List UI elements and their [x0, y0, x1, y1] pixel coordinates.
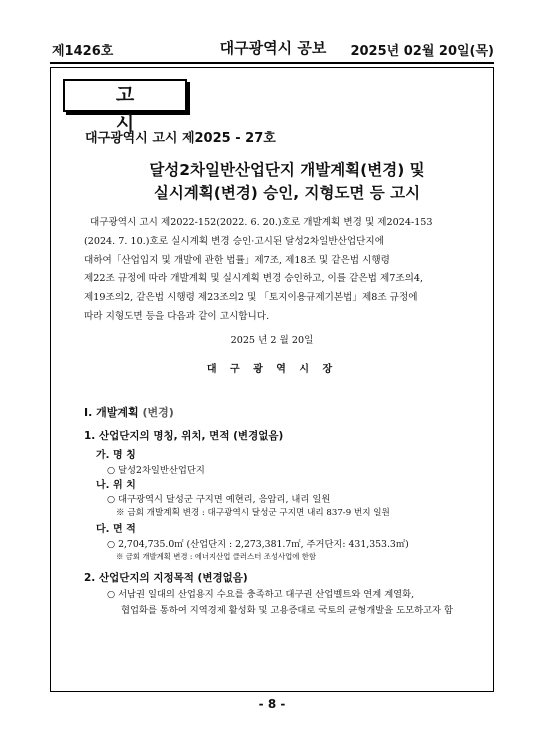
issuer-name: 대 구 광 역 시 장 [206, 364, 338, 375]
section1-status: (변경) [142, 406, 174, 419]
sub-c-item: ○ 2,704,735.0㎡ (산업단지 : 2,273,381.7㎡, 주거단지: 431,353.3㎡) [107, 539, 409, 550]
notice-title-line2: 실시계획(변경) 승인, 지형도면 등 고시 [153, 184, 421, 202]
section1-title: Ⅰ. 개발계획 [84, 406, 139, 419]
publication-date: 2025년 02월 20일(목) [350, 44, 494, 59]
header-rule [50, 62, 494, 64]
sub-b-label: 나. 위 치 [96, 480, 136, 491]
sub-a-item: ○ 달성2차일반산업단지 [107, 465, 205, 476]
notice-body [84, 214, 460, 327]
body-line: 제22조 규정에 따라 개발계획 및 실시계획 변경 승인하고, 이를 같은법 제7조의4, [84, 273, 424, 285]
notice-number: 대구광역시 고시 제2025 - 27호 [85, 131, 276, 146]
section1-heading [84, 404, 174, 420]
body-line: 제19조의2, 같은법 시행령 제23조의2 및 「토지이용규제기본법」제8조 규정에 [84, 292, 418, 304]
notice-date: 2025 년 2 월 20일 [230, 335, 314, 346]
heading-2: 2. 산업단지의 지정목적 (변경없음) [84, 572, 248, 584]
heading-1: 1. 산업단지의 명칭, 위치, 면적 (변경없음) [84, 430, 284, 442]
page-number: - 8 - [258, 697, 286, 711]
sub-c-label: 다. 면 적 [96, 524, 136, 535]
purpose-line1: ○ 서남권 일대의 산업용지 수요를 충족하고 대구권 산업벨트와 연계 계열화, [107, 589, 415, 600]
issue-number: 제1426호 [52, 44, 114, 59]
purpose-line2: 협업화를 통하여 지역경제 활성화 및 고용증대로 국토의 균형개발을 도모하고자 함 [121, 605, 453, 616]
notice-title-line1: 달성2차일반산업단지 개발계획(변경) 및 [149, 161, 425, 179]
sub-b-note: ※ 금회 개발계획 변경 : 대구광역시 달성군 구지면 내리 837-9 번지 일원 [116, 508, 390, 518]
body-line: 대하여「산업입지 및 개발에 관한 법률」제7조, 제18조 및 같은법 시행령 [84, 254, 390, 266]
sub-c-note: ※ 금회 개발계획 변경 : 에너지산업 클러스터 조성사업에 한함 [116, 552, 317, 561]
body-line: 따라 지형도면 등을 다음과 같이 고시합니다. [84, 310, 270, 322]
body-line: (2024. 7. 10.)호로 실시계획 변경 승인·고시된 달성2차일반산업단지에 [84, 235, 384, 247]
sub-a-label: 가. 명 칭 [96, 450, 136, 461]
sub-b-item: ○ 대구광역시 달성군 구지면 예현리, 응암리, 내리 일원 [107, 494, 331, 505]
publication-title: 대구광역시 공보 [219, 39, 327, 57]
body-line: 대구광역시 고시 제2022-152(2022. 6. 20.)호로 개발계획 변경 및 제2024-153 [90, 217, 433, 228]
page-header [52, 36, 494, 58]
section-label-box: 고 시 [63, 79, 187, 112]
